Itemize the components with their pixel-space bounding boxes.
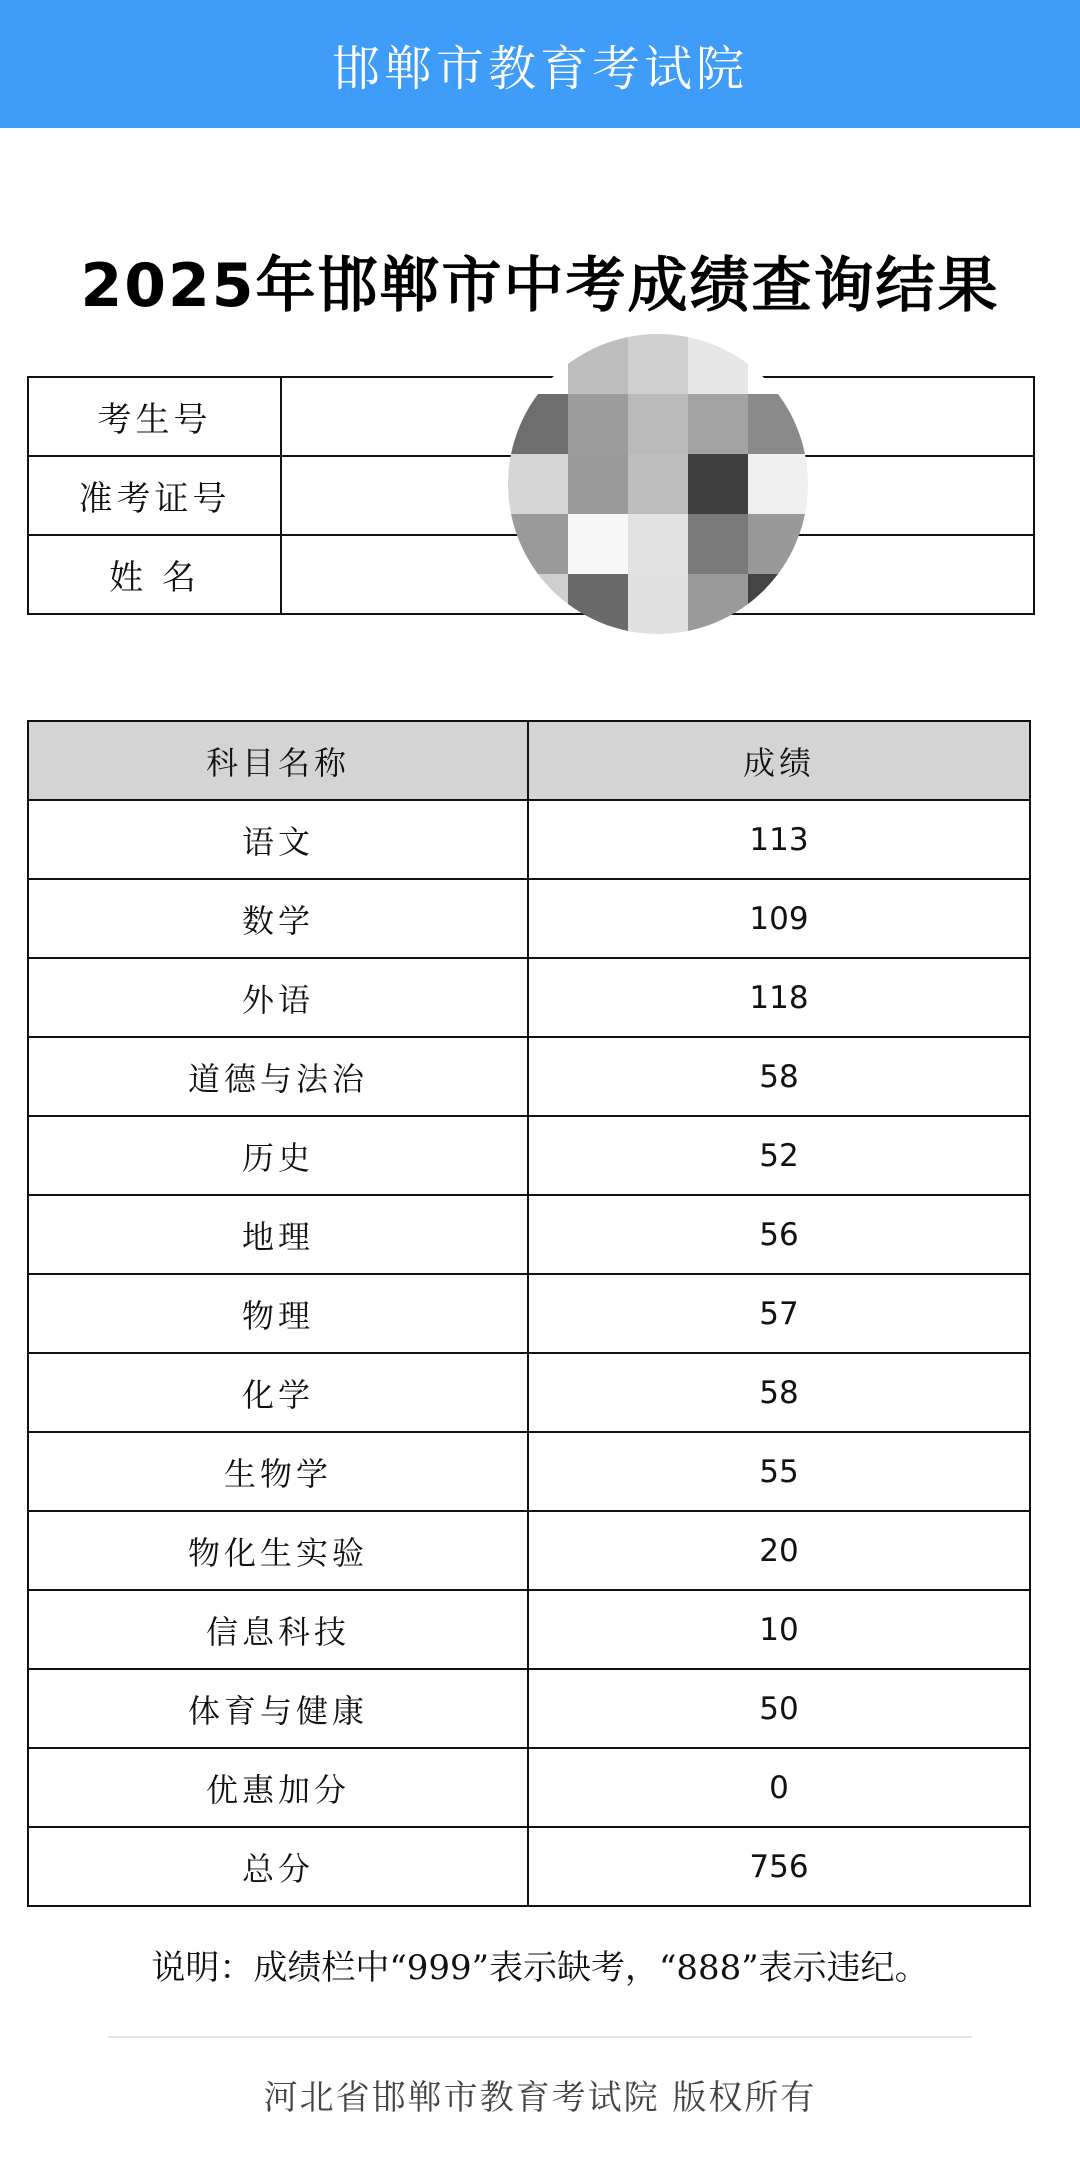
mosaic-tile bbox=[688, 514, 748, 574]
score-cell: 55 bbox=[528, 1432, 1030, 1511]
subject-cell: 体育与健康 bbox=[28, 1669, 528, 1748]
mosaic-tile bbox=[568, 574, 628, 634]
privacy-mosaic-overlay bbox=[508, 334, 808, 634]
subject-cell: 生物学 bbox=[28, 1432, 528, 1511]
site-title: 邯郸市教育考试院 bbox=[331, 40, 748, 97]
mosaic-tile bbox=[628, 574, 688, 634]
score-cell: 52 bbox=[528, 1116, 1030, 1195]
score-note: 说明：成绩栏中“999”表示缺考，“888”表示违纪。 bbox=[151, 1948, 929, 1988]
table-row bbox=[28, 1669, 1030, 1748]
score-cell: 57 bbox=[528, 1274, 1030, 1353]
score-cell: 50 bbox=[528, 1669, 1030, 1748]
mosaic-tile bbox=[628, 454, 688, 514]
score-cell: 20 bbox=[528, 1511, 1030, 1590]
column-header-subject: 科目名称 bbox=[28, 721, 528, 800]
column-header-score: 成绩 bbox=[528, 721, 1030, 800]
scores-header-row bbox=[28, 721, 1030, 800]
subject-cell: 信息科技 bbox=[28, 1590, 528, 1669]
copyright-footer: 河北省邯郸市教育考试院 版权所有 bbox=[263, 2078, 817, 2118]
score-cell: 109 bbox=[528, 879, 1030, 958]
score-cell: 0 bbox=[528, 1748, 1030, 1827]
footer-divider bbox=[108, 2036, 972, 2038]
subject-cell: 外语 bbox=[28, 958, 528, 1037]
mosaic-tile bbox=[568, 514, 628, 574]
table-row bbox=[28, 1511, 1030, 1590]
candidate-label: 姓 名 bbox=[28, 535, 281, 614]
site-header bbox=[0, 0, 1080, 128]
subject-cell: 优惠加分 bbox=[28, 1748, 528, 1827]
score-cell: 756 bbox=[528, 1827, 1030, 1906]
score-cell: 58 bbox=[528, 1037, 1030, 1116]
mosaic-tile bbox=[508, 454, 568, 514]
mosaic-tile bbox=[628, 394, 688, 454]
mosaic-tile bbox=[628, 514, 688, 574]
candidate-label: 准考证号 bbox=[28, 456, 281, 535]
subject-cell: 道德与法治 bbox=[28, 1037, 528, 1116]
table-row bbox=[28, 1827, 1030, 1906]
mosaic-tile bbox=[568, 394, 628, 454]
subject-cell: 化学 bbox=[28, 1353, 528, 1432]
table-row bbox=[28, 1353, 1030, 1432]
subject-cell: 历史 bbox=[28, 1116, 528, 1195]
score-cell: 58 bbox=[528, 1353, 1030, 1432]
table-row bbox=[28, 1748, 1030, 1827]
subject-cell: 语文 bbox=[28, 800, 528, 879]
table-row bbox=[28, 879, 1030, 958]
table-row bbox=[28, 1037, 1030, 1116]
mosaic-tile bbox=[688, 394, 748, 454]
mosaic-tile bbox=[568, 454, 628, 514]
subject-cell: 地理 bbox=[28, 1195, 528, 1274]
table-row bbox=[28, 958, 1030, 1037]
subject-cell: 总分 bbox=[28, 1827, 528, 1906]
mosaic-tile bbox=[688, 334, 748, 394]
table-row bbox=[28, 1274, 1030, 1353]
scores-table bbox=[27, 720, 1031, 1907]
table-row bbox=[28, 800, 1030, 879]
mosaic-tile bbox=[748, 454, 808, 514]
mosaic-tile bbox=[688, 574, 748, 634]
table-row bbox=[28, 1116, 1030, 1195]
subject-cell: 物理 bbox=[28, 1274, 528, 1353]
score-cell: 118 bbox=[528, 958, 1030, 1037]
score-cell: 56 bbox=[528, 1195, 1030, 1274]
score-cell: 10 bbox=[528, 1590, 1030, 1669]
table-row bbox=[28, 1195, 1030, 1274]
subject-cell: 数学 bbox=[28, 879, 528, 958]
score-cell: 113 bbox=[528, 800, 1030, 879]
mosaic-tile bbox=[688, 454, 748, 514]
table-row bbox=[28, 1432, 1030, 1511]
mosaic-tile bbox=[568, 334, 628, 394]
candidate-label: 考生号 bbox=[28, 377, 281, 456]
subject-cell: 物化生实验 bbox=[28, 1511, 528, 1590]
mosaic-tile bbox=[628, 334, 688, 394]
page-title: 2025年邯郸市中考成绩查询结果 bbox=[80, 251, 1000, 321]
table-row bbox=[28, 1590, 1030, 1669]
